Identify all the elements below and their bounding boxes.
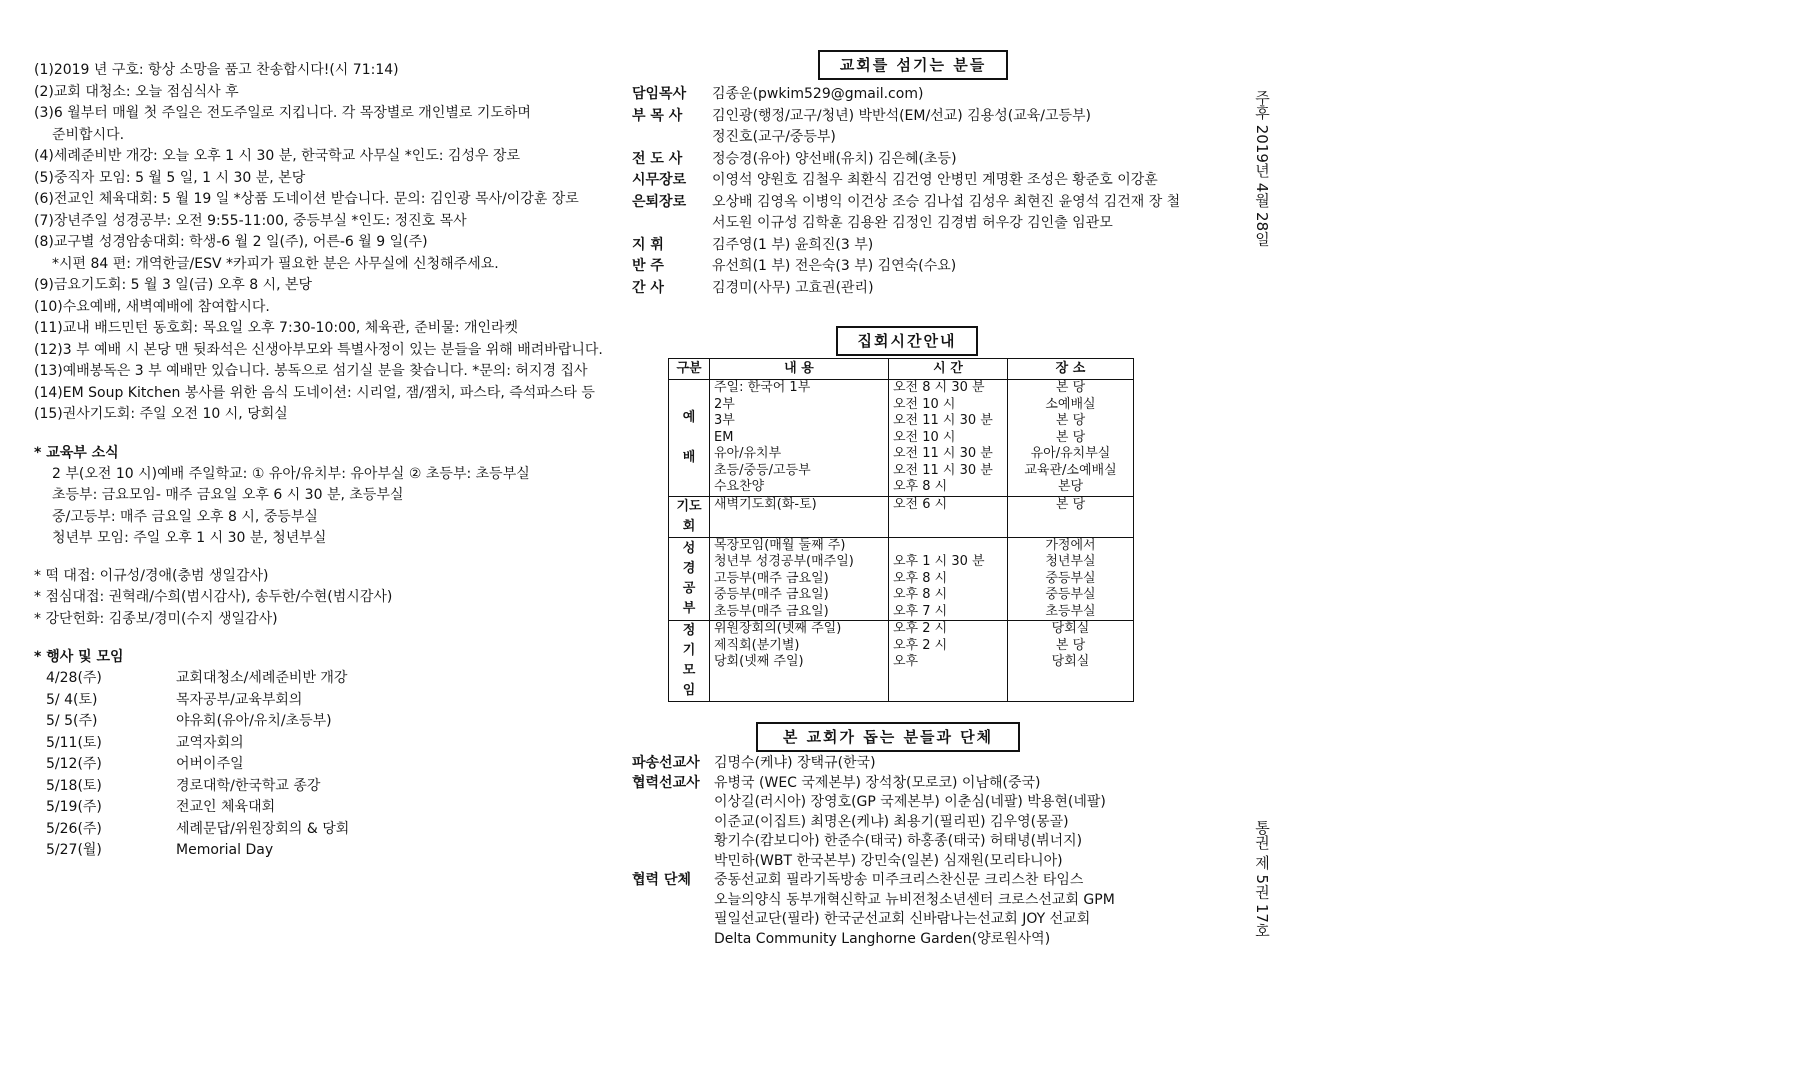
event-date: 5/ 5(주) [46,713,98,729]
event-row [34,711,594,733]
schedule-content: 위원장회의(넷째 주일) [714,621,842,636]
staff-row [632,256,1192,278]
staff-role: 지 휘 [632,236,664,253]
mission-row [632,871,1232,891]
staff-names: 정진호(교구/중등부) [712,129,836,145]
schedule-place-cell [1008,537,1134,621]
education-list [34,464,594,550]
announcements [34,60,603,426]
schedule-place: 청년부실 [1045,554,1096,569]
schedule-place-cell [1008,621,1134,702]
header-place: 장 소 [1008,359,1134,380]
mission-row [632,891,1232,911]
schedule-time: 오전 11 시 30 분 [893,446,993,461]
announcement-item: (11)교내 배드민턴 동호회: 목요일 오후 7:30-10:00, 체육관, 준비물: 개인라켓 [34,320,519,336]
staff-names: 이영석 양원호 김철우 최환식 김건영 안병민 계명환 조성은 황준호 이강훈 [712,172,1158,188]
mission-row [632,832,1232,852]
staff-names: 유선희(1 부) 전은숙(3 부) 김연숙(수요) [712,258,957,274]
staff-role [632,127,712,149]
announcement-item: (1)2019 년 구호: 항상 소망을 품고 찬송합시다!(시 71:14) [34,62,399,78]
schedule-category: 성 경 공 부 [669,537,710,621]
schedule-content-cell [710,496,889,537]
mission-row [632,774,1232,794]
schedule-content: 새벽기도회(화-토) [714,496,817,512]
event-text: 경로대학/한국학교 종강 [176,777,321,794]
schedule-row [669,621,1134,702]
schedule-title: 집회시간안내 [836,326,978,356]
announcement-item: (7)장년주일 성경공부: 오전 9:55-11:00, 중등부실 *인도: 정진호 목사 [34,212,467,229]
event-text: 세례문답/위원장회의 & 당회 [176,820,350,837]
mission-category [632,852,714,872]
schedule-content: 유아/유치부 [714,446,782,461]
staff-names: 서도원 이규성 김학훈 김용완 김정인 김경범 허우강 김인출 임관모 [712,215,1113,231]
duty-item: * 떡 대접: 이규성/경애(충범 생일감사) [34,567,269,584]
duties-list [34,566,594,631]
schedule-row [669,537,1134,621]
schedule-content: 수요찬양 [714,479,765,494]
event-date: 4/28(주) [46,670,102,686]
event-date: 5/27(월) [46,842,102,858]
schedule-time-cell [889,496,1008,537]
mission-names: 유병국 (WEC 국제본부) 장석창(모로코) 이남해(중국) [714,774,1041,791]
staff-role [632,213,712,235]
mission-names: Delta Community Langhorne Garden(양로원사역) [714,930,1051,947]
schedule-category: 기도회 [669,496,710,537]
mission-names: 이상길(러시아) 장영호(GP 국제본부) 이춘심(네팔) 박용현(네팔) [714,794,1106,810]
mission-category [632,930,714,950]
schedule-place: 본 당 [1055,429,1086,445]
schedule-content-cell [710,621,889,702]
event-row [34,776,594,798]
schedule-place: 가정에서 [1045,537,1096,553]
schedule-time: 오후 1 시 30 분 [893,554,985,569]
mission-category [632,910,714,930]
left-column [34,60,603,862]
schedule-header-row [669,359,1134,380]
schedule-time: 오후 8 시 [893,479,948,494]
announcement-item: (15)권사기도회: 주일 오전 10 시, 당회실 [34,406,288,422]
schedule-content: 청년부 성경공부(매주일) [714,554,854,569]
schedule-place: 본당 [1057,479,1084,494]
schedule-time-cell [889,621,1008,702]
schedule-content: 중등부(매주 금요일) [714,587,829,602]
schedule-place: 초등부실 [1045,603,1096,619]
event-text: 목자공부/교육부회의 [176,691,303,708]
staff-role: 시무장로 [632,172,687,188]
schedule-place: 중등부실 [1045,587,1096,602]
schedule-content: 제직회(분기별) [714,637,800,653]
missions-title: 본 교회가 돕는 분들과 단체 [756,722,1020,752]
bulletin-date: 주후 2019년 4월 28일 [1253,90,1271,247]
duty-item: * 점심대접: 권혁래/수희(범시감사), 송두한/수현(범시감사) [34,589,393,605]
schedule-category: 정 기 모 임 [669,621,710,702]
schedule-table [668,358,1134,702]
announcement-item: (5)중직자 모임: 5 월 5 일, 1 시 30 분, 본당 [34,169,306,186]
schedule-time: 오전 10 시 [893,396,956,412]
event-row [34,690,594,712]
event-row [34,668,594,690]
education-heading: * 교육부 소식 [34,444,119,461]
announcement-item: (8)교구별 성경암송대회: 학생-6 월 2 일(주), 어른-6 월 9 일(주) [34,234,428,250]
staff-role: 담임목사 [632,86,687,102]
mission-row [632,852,1232,872]
header-category: 구분 [669,359,710,380]
schedule-content: 2부 [714,396,735,412]
event-text: 교역자회의 [176,734,244,751]
event-date: 5/11(토) [46,734,102,751]
announcement-item: (14)EM Soup Kitchen 봉사를 위한 음식 도네이션: 시리얼, 잼/잼치, 파스타, 즉석파스타 등 [34,384,595,401]
schedule-time: 오후 [893,654,919,669]
duty-item: * 강단헌화: 김종보/경미(수지 생일감사) [34,610,278,627]
staff-row [632,84,1192,106]
schedule-content: 초등부(매주 금요일) [714,603,829,619]
schedule-category: 예 배 [669,380,710,497]
event-text: Memorial Day [176,842,274,858]
staff-row [632,213,1192,235]
schedule-time: 오전 8 시 30 분 [893,380,985,395]
event-date: 5/19(주) [46,799,102,815]
schedule-time: 오후 2 시 [893,621,948,636]
staff-names: 정승경(유아) 양선배(유치) 김은혜(초등) [712,150,957,167]
announcement-item: (10)수요예배, 새벽예배에 참여합시다. [34,298,270,315]
staff-row [632,127,1192,149]
schedule-place: 본 당 [1055,413,1086,428]
schedule-place: 당회실 [1051,654,1090,669]
schedule-row [669,380,1134,497]
header-content: 내 용 [710,359,889,380]
staff-names: 김경미(사무) 고효권(관리) [712,279,874,296]
events-list [34,668,594,862]
schedule-place-cell [1008,496,1134,537]
schedule-place: 중등부실 [1045,570,1096,586]
announcement-item: *시편 84 편: 개역한글/ESV *카피가 필요한 분은 사무실에 신청해주세요. [52,255,499,272]
event-date: 5/ 4(토) [46,691,98,708]
schedule-time: 오후 7 시 [893,603,948,619]
staff-names: 김인광(행정/교구/청년) 박반석(EM/선교) 김용성(교육/고등부) [712,107,1091,124]
announcement-item: (9)금요기도회: 5 월 3 일(금) 오후 8 시, 본당 [34,277,313,293]
schedule-time: 오전 11 시 30 분 [893,462,993,478]
schedule-content-cell [710,380,889,497]
event-text: 교회대청소/세례준비반 개강 [176,670,348,686]
mission-category: 협력 단체 [632,872,691,888]
staff-row [632,192,1192,214]
missions-list [632,754,1232,949]
mission-row [632,813,1232,833]
mission-row [632,793,1232,813]
event-text: 전교인 체육대회 [176,799,276,815]
staff-row [632,106,1192,128]
schedule-place: 유아/유치부실 [1030,446,1111,461]
schedule-time-cell [889,537,1008,621]
schedule-content: 초등/중등/고등부 [714,462,811,478]
education-item: 2 부(오전 10 시)예배 주일학교: ① 유아/유치부: 유아부실 ② 초등부: 초등부실 [52,465,530,482]
event-date: 5/12(주) [46,756,102,772]
schedule-time: 오전 11 시 30 분 [893,413,993,428]
staff-role: 부 목 사 [632,107,683,124]
schedule-content: 당회(넷째 주일) [714,654,804,669]
education-item: 초등부: 금요모임- 매주 금요일 오후 6 시 30 분, 초등부실 [52,487,404,503]
mission-row [632,910,1232,930]
schedule-time [893,538,1003,555]
schedule-time-cell [889,380,1008,497]
staff-names: 김주영(1 부) 윤희진(3 부) [712,236,874,253]
schedule-place: 본 당 [1055,380,1086,395]
event-text: 야유회(유아/유치/초등부) [176,713,332,729]
staff-row [632,170,1192,192]
mission-category [632,891,714,911]
mission-category: 파송선교사 [632,755,700,771]
event-text: 어버이주일 [176,756,244,772]
staff-role: 은퇴장로 [632,193,687,210]
schedule-time: 오후 8 시 [893,587,948,602]
announcement-item: (3)6 월부터 매월 첫 주일은 전도주일로 지킵니다. 각 목장별로 개인별로 기도하며 [34,105,531,121]
schedule-time: 오전 6 시 [893,496,948,512]
mission-names: 이준교(이집트) 최명온(케냐) 최용기(필리핀) 김우영(몽골) [714,813,1069,830]
event-date: 5/18(토) [46,777,102,794]
bulletin-volume: 통권 제 5권 17호 [1253,820,1271,938]
schedule-time: 오후 2 시 [893,637,948,653]
mission-names: 오늘의양식 동부개혁신학교 뉴비전청소년센터 크로스선교회 GPM [714,891,1115,908]
mission-names: 박민하(WBT 한국본부) 강민숙(일본) 심재원(모리타니아) [714,852,1063,869]
announcement-item: (2)교회 대청소: 오늘 점심식사 후 [34,83,239,100]
event-date: 5/26(주) [46,820,102,837]
staff-role: 전 도 사 [632,150,683,167]
mission-names: 김명수(케냐) 장택규(한국) [714,755,876,771]
announcement-item: (6)전교인 체육대회: 5 월 19 일 *상품 도네이션 받습니다. 문의: 김인광 목사/이강훈 장로 [34,191,579,207]
schedule-place: 소예배실 [1045,396,1096,412]
staff-row [632,278,1192,300]
mission-row [632,930,1232,950]
events-heading: * 행사 및 모임 [34,649,124,665]
mission-category [632,813,714,833]
schedule-content: 3부 [714,413,735,428]
staff-role: 간 사 [632,279,664,296]
schedule-place: 본 당 [1055,637,1086,653]
schedule-content-cell [710,537,889,621]
staff-row [632,149,1192,171]
mission-names: 필일선교단(필라) 한국군선교회 신바람나는선교회 JOY 선교회 [714,911,1091,927]
announcement-item: (4)세례준비반 개강: 오늘 오후 1 시 30 분, 한국학교 사무실 *인도: 김성우 장로 [34,148,520,164]
education-item: 중/고등부: 매주 금요일 오후 8 시, 중등부실 [52,508,318,525]
event-row [34,819,594,841]
schedule-content: 주일: 한국어 1부 [714,380,811,395]
announcement-item: (13)예배봉독은 3 부 예배만 있습니다. 봉독으로 섬기실 분을 찾습니다. *문의: 허지경 집사 [34,363,588,379]
schedule-place: 당회실 [1051,621,1090,636]
staff-list [632,84,1192,299]
staff-row [632,235,1192,257]
schedule-row [669,496,1134,537]
schedule-content: 고등부(매주 금요일) [714,570,829,586]
mission-names: 황기수(캄보디아) 한준수(태국) 하홍종(태국) 허태녕(뷔너지) [714,833,1083,849]
event-row [34,754,594,776]
header-time: 시 간 [889,359,1008,380]
event-row [34,733,594,755]
schedule-content: EM [714,429,734,445]
education-item: 청년부 모임: 주일 오후 1 시 30 분, 청년부실 [52,530,327,546]
schedule-content: 목장모임(매월 둘째 주) [714,537,846,553]
staff-title: 교회를 섬기는 분들 [818,50,1008,80]
mission-names: 중동선교회 필라기독방송 미주크리스찬신문 크리스찬 타임스 [714,872,1084,888]
announcement-item: 준비합시다. [52,126,125,143]
announcement-item: (12)3 부 예배 시 본당 맨 뒷좌석은 신생아부모와 특별사정이 있는 분들을 위해 배려바랍니다. [34,341,603,358]
mission-row [632,754,1232,774]
schedule-time: 오전 10 시 [893,429,956,445]
mission-category: 협력선교사 [632,774,700,791]
event-row [34,797,594,819]
schedule-place: 교육관/소예배실 [1024,462,1117,478]
schedule-place-cell [1008,380,1134,497]
staff-names: 오상배 김영옥 이병익 이건상 조승 김나섭 김성우 최현진 윤영석 김건재 장 철 [712,193,1181,210]
schedule-place: 본 당 [1055,496,1086,512]
staff-role: 반 주 [632,258,664,274]
schedule-time: 오후 8 시 [893,570,948,586]
event-row [34,840,594,862]
mission-category [632,793,714,813]
staff-names: 김종운(pwkim529@gmail.com) [712,86,924,102]
mission-category [632,832,714,852]
